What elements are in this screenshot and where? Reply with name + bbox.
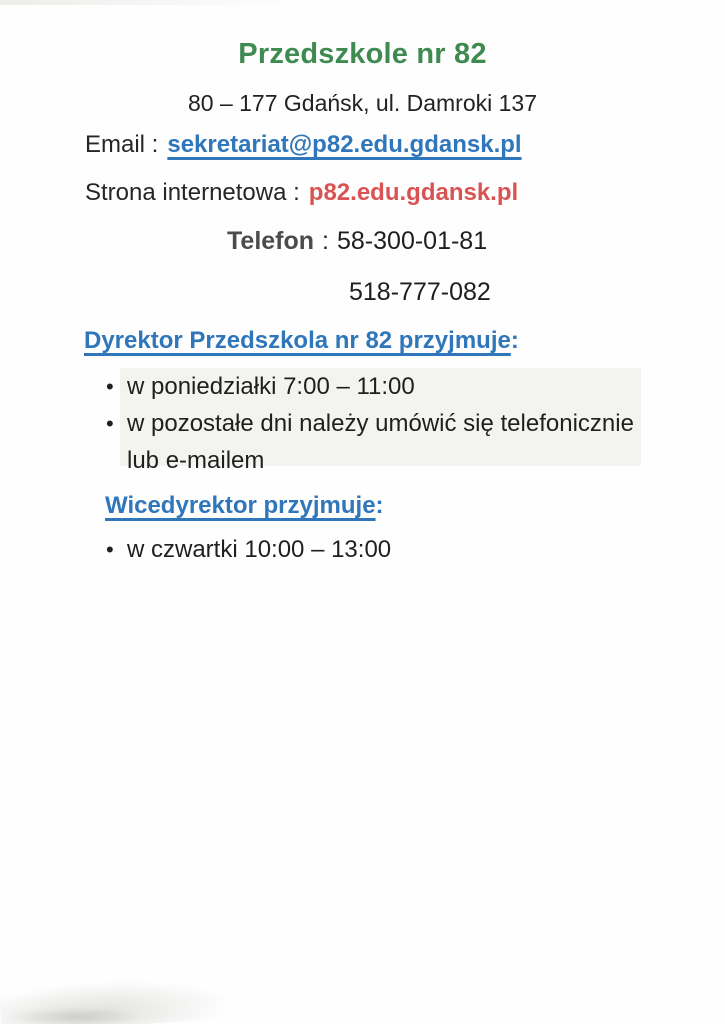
bullet-text-continuation: lub e-mailem bbox=[127, 447, 265, 474]
scan-edge-artifact bbox=[0, 0, 300, 5]
website-label: Strona internetowa : bbox=[85, 179, 300, 206]
section-heading-deputy-colon: : bbox=[375, 492, 384, 519]
email-link[interactable]: sekretariat@p82.edu.gdansk.pl bbox=[167, 131, 522, 158]
section-heading-director-colon: : bbox=[510, 327, 519, 354]
bullet-text: w pozostałe dni należy umówić się telefonicznie bbox=[127, 410, 634, 437]
bullet-text: w czwartki 10:00 – 13:00 bbox=[127, 536, 392, 563]
bullet-icon: • bbox=[106, 411, 114, 436]
bullet-text: w poniedziałki 7:00 – 11:00 bbox=[127, 373, 415, 400]
list-item bbox=[106, 368, 634, 405]
deputy-bullet-list bbox=[106, 531, 391, 568]
section-heading-deputy-text: Wicedyrektor przyjmuje bbox=[105, 492, 376, 519]
phone-line-secondary bbox=[349, 278, 491, 307]
phone-number-primary: 58-300-01-81 bbox=[337, 227, 488, 255]
phone-label: Telefon bbox=[227, 227, 315, 255]
email-line bbox=[85, 131, 522, 159]
list-item bbox=[106, 531, 391, 568]
director-bullet-list bbox=[106, 368, 634, 479]
bullet-icon: • bbox=[106, 537, 114, 562]
list-item bbox=[106, 405, 634, 479]
phone-line bbox=[227, 227, 487, 256]
email-label: Email : bbox=[85, 131, 159, 158]
website-line bbox=[85, 179, 518, 207]
scan-smudge-artifact bbox=[10, 1008, 140, 1024]
phone-number-secondary: 518-777-082 bbox=[349, 278, 491, 306]
section-heading-director bbox=[84, 327, 519, 355]
website-link[interactable]: p82.edu.gdansk.pl bbox=[308, 179, 519, 206]
section-heading-deputy bbox=[105, 492, 384, 520]
section-heading-director-text: Dyrektor Przedszkola nr 82 przyjmuje bbox=[84, 327, 511, 354]
phone-colon: : bbox=[322, 227, 329, 255]
page-title: Przedszkole nr 82 bbox=[238, 38, 487, 70]
bullet-icon: • bbox=[106, 374, 114, 399]
address-line: 80 – 177 Gdańsk, ul. Damroki 137 bbox=[187, 90, 538, 116]
